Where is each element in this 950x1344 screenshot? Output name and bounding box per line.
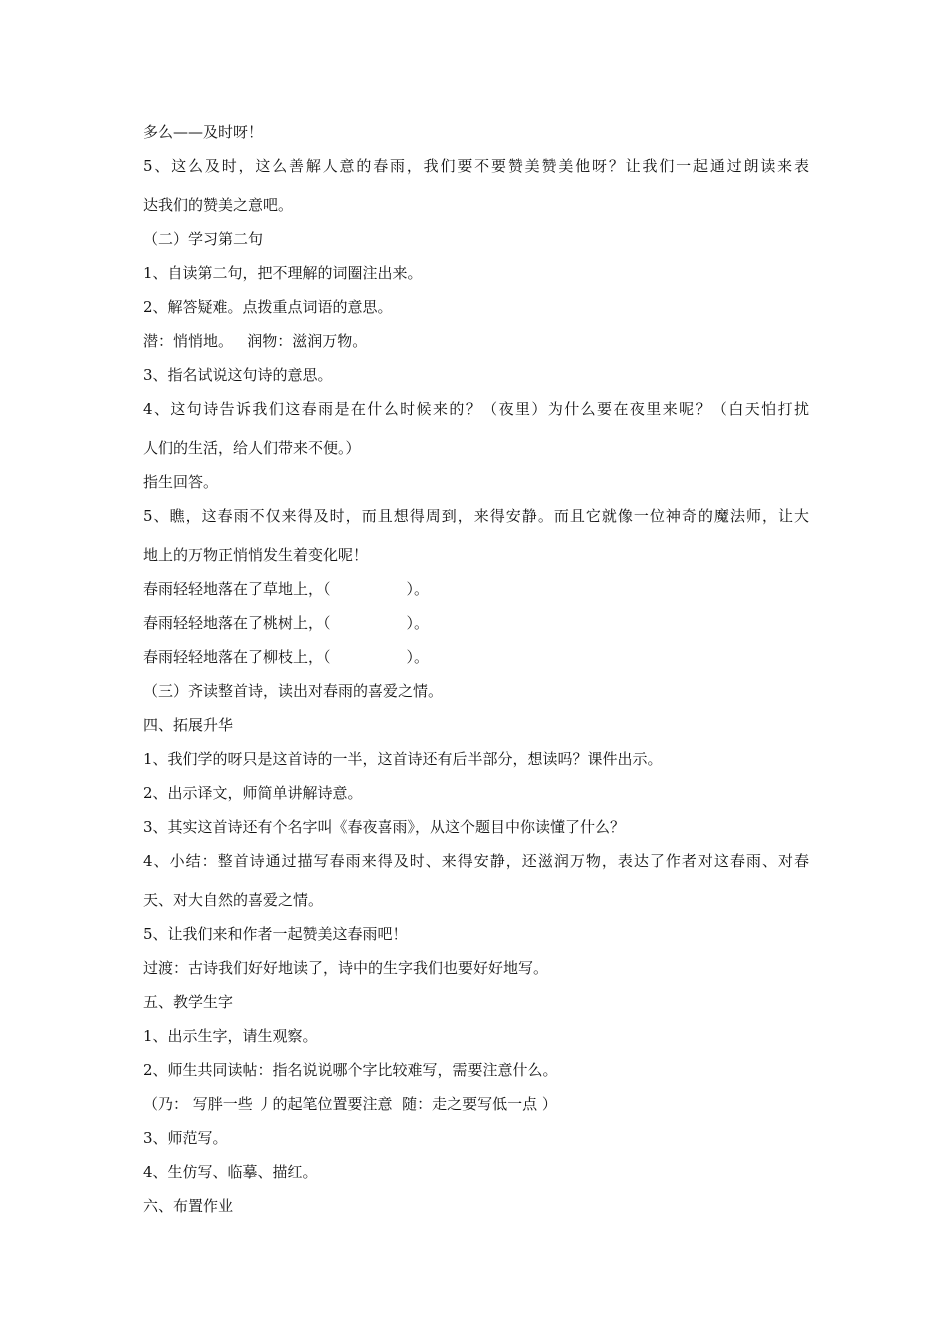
paragraph-line: 4、生仿写、临摹、描红。 xyxy=(143,1163,318,1181)
paragraph-line: 1、我们学的呀只是这首诗的一半，这首诗还有后半部分，想读吗？课件出示。 xyxy=(143,750,663,768)
fill-blank-prompt: 春雨轻轻地落在了柳枝上，（ xyxy=(143,648,331,666)
paragraph-line: 5、让我们来和作者一起赞美这春雨吧！ xyxy=(143,925,408,943)
fill-blank-close: ）。 xyxy=(406,648,430,666)
paragraph-line: 2、解答疑难。点拨重点词语的意思。 xyxy=(143,298,393,316)
section-heading: （三）齐读整首诗，读出对春雨的喜爱之情。 xyxy=(143,682,444,700)
section-heading: （二）学习第二句 xyxy=(143,230,264,248)
fill-blank-line xyxy=(143,614,813,632)
paragraph-line: 2、师生共同读帖：指名说说哪个字比较难写，需要注意什么。 xyxy=(143,1061,558,1079)
fill-blank-prompt: 春雨轻轻地落在了草地上，（ xyxy=(143,580,331,598)
paragraph-line: 5、瞧，这春雨不仅来得及时，而且想得周到，来得安静。而且它就像一位神奇的魔法师，让大 xyxy=(143,507,809,525)
section-heading: 五、教学生字 xyxy=(143,993,234,1011)
section-heading: 四、拓展升华 xyxy=(143,716,234,734)
paragraph-line: 达我们的赞美之意吧。 xyxy=(143,196,294,214)
paragraph-line: 1、自读第二句，把不理解的词圈注出来。 xyxy=(143,264,423,282)
paragraph-line: 1、出示生字，请生观察。 xyxy=(143,1027,318,1045)
fill-blank-line xyxy=(143,648,813,666)
paragraph-line: 地上的万物正悄悄发生着变化呢！ xyxy=(143,546,369,564)
paragraph-line: 2、出示译文，师简单讲解诗意。 xyxy=(143,784,363,802)
paragraph-line: 3、师范写。 xyxy=(143,1129,228,1147)
paragraph-line: 4、这句诗告诉我们这春雨是在什么时候来的？（夜里）为什么要在夜里来呢？（白天怕打扰 xyxy=(143,400,809,418)
paragraph-line: 3、指名试说这句诗的意思。 xyxy=(143,366,333,384)
fill-blank-close: ）。 xyxy=(406,580,430,598)
fill-blank-line xyxy=(143,580,813,598)
paragraph-line: 5、这么及时，这么善解人意的春雨，我们要不要赞美赞美他呀？让我们一起通过朗读来表 xyxy=(143,157,809,175)
paragraph-line: 人们的生活，给人们带来不便。） xyxy=(143,439,361,457)
fill-blank-prompt: 春雨轻轻地落在了桃树上，（ xyxy=(143,614,331,632)
paragraph-line: 3、其实这首诗还有个名字叫《春夜喜雨》，从这个题目中你读懂了什么？ xyxy=(143,818,626,836)
paragraph-line: 潜：悄悄地。 润物：滋润万物。 xyxy=(143,332,368,350)
paragraph-line: 过渡：古诗我们好好地读了，诗中的生字我们也要好好地写。 xyxy=(143,959,549,977)
paragraph-line: （乃： 写胖一些 丿的起笔位置要注意 随：走之要写低一点 ） xyxy=(143,1095,557,1113)
paragraph-line: 4、小结：整首诗通过描写春雨来得及时、来得安静，还滋润万物，表达了作者对这春雨、对春 xyxy=(143,852,809,870)
section-heading: 六、布置作业 xyxy=(143,1197,234,1215)
paragraph-line: 指生回答。 xyxy=(143,473,219,491)
fill-blank-close: ）。 xyxy=(406,614,430,632)
document-body xyxy=(143,123,813,1215)
paragraph-line: 天、对大自然的喜爱之情。 xyxy=(143,891,324,909)
paragraph-line: 多么——及时呀！ xyxy=(143,123,264,141)
